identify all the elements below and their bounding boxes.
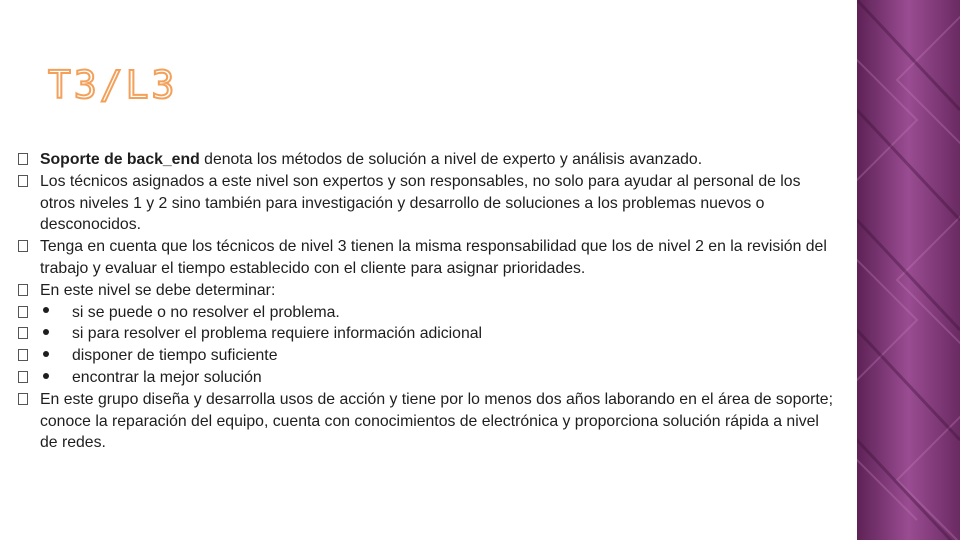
sub-list-item <box>18 323 833 345</box>
list-item <box>18 280 833 302</box>
sub-list-item <box>18 367 833 389</box>
square-bullet-icon <box>18 153 28 165</box>
sub-item-text: si para resolver el problema requiere información adicional <box>72 325 483 343</box>
square-bullet-icon <box>18 284 28 296</box>
item-text: denota los métodos de solución a nivel de experto y análisis avanzado. <box>199 151 703 168</box>
item-text: Tenga en cuenta que los técnicos de nivel 3 tienen la misma responsabilidad que los de nivel 2 en la revisión del trabajo y evaluar el tiempo establecido con el cliente para asignar prioridades. <box>40 238 827 277</box>
square-bullet-icon <box>18 327 28 339</box>
sub-list-item <box>18 345 833 367</box>
item-text: Los técnicos asignados a este nivel son expertos y son responsables, no solo para ayudar al personal de los otros niveles 1 y 2 sino también para investigación y desarrollo de soluciones a los problemas nuevos o desconocidos. <box>40 172 801 234</box>
square-bullet-icon <box>18 306 28 318</box>
item-text: En este nivel se debe determinar: <box>40 281 276 299</box>
list-item <box>18 389 833 454</box>
round-bullet-icon <box>43 373 49 379</box>
round-bullet-icon <box>43 307 49 313</box>
item-bold-text: Soporte de back_end <box>40 151 200 168</box>
square-bullet-icon <box>18 371 28 383</box>
round-bullet-icon <box>43 351 49 357</box>
sub-item-text: encontrar la mejor solución <box>72 368 262 386</box>
square-bullet-icon <box>18 175 28 187</box>
list-item <box>18 149 833 171</box>
round-bullet-icon <box>43 329 49 335</box>
sub-item-text: si se puede o no resolver el problema. <box>72 303 340 321</box>
list-item <box>18 236 833 280</box>
pattern-graphic <box>857 0 960 540</box>
sub-list-item <box>18 302 833 324</box>
square-bullet-icon <box>18 240 28 252</box>
sub-item-text: disponer de tiempo suficiente <box>72 347 278 365</box>
decorative-side-panel <box>857 0 960 540</box>
content-list <box>18 149 833 454</box>
square-bullet-icon <box>18 349 28 361</box>
list-item <box>18 171 833 236</box>
item-text: En este grupo diseña y desarrolla usos de acción y tiene por lo menos dos años laborando en el área de soporte; conoce la reparación del equipo, cuenta con conocimientos de electrónica y proporciona solución rápida a nivel de redes. <box>40 390 833 452</box>
square-bullet-icon <box>18 393 28 405</box>
slide-title: T3/L3 <box>48 63 178 107</box>
